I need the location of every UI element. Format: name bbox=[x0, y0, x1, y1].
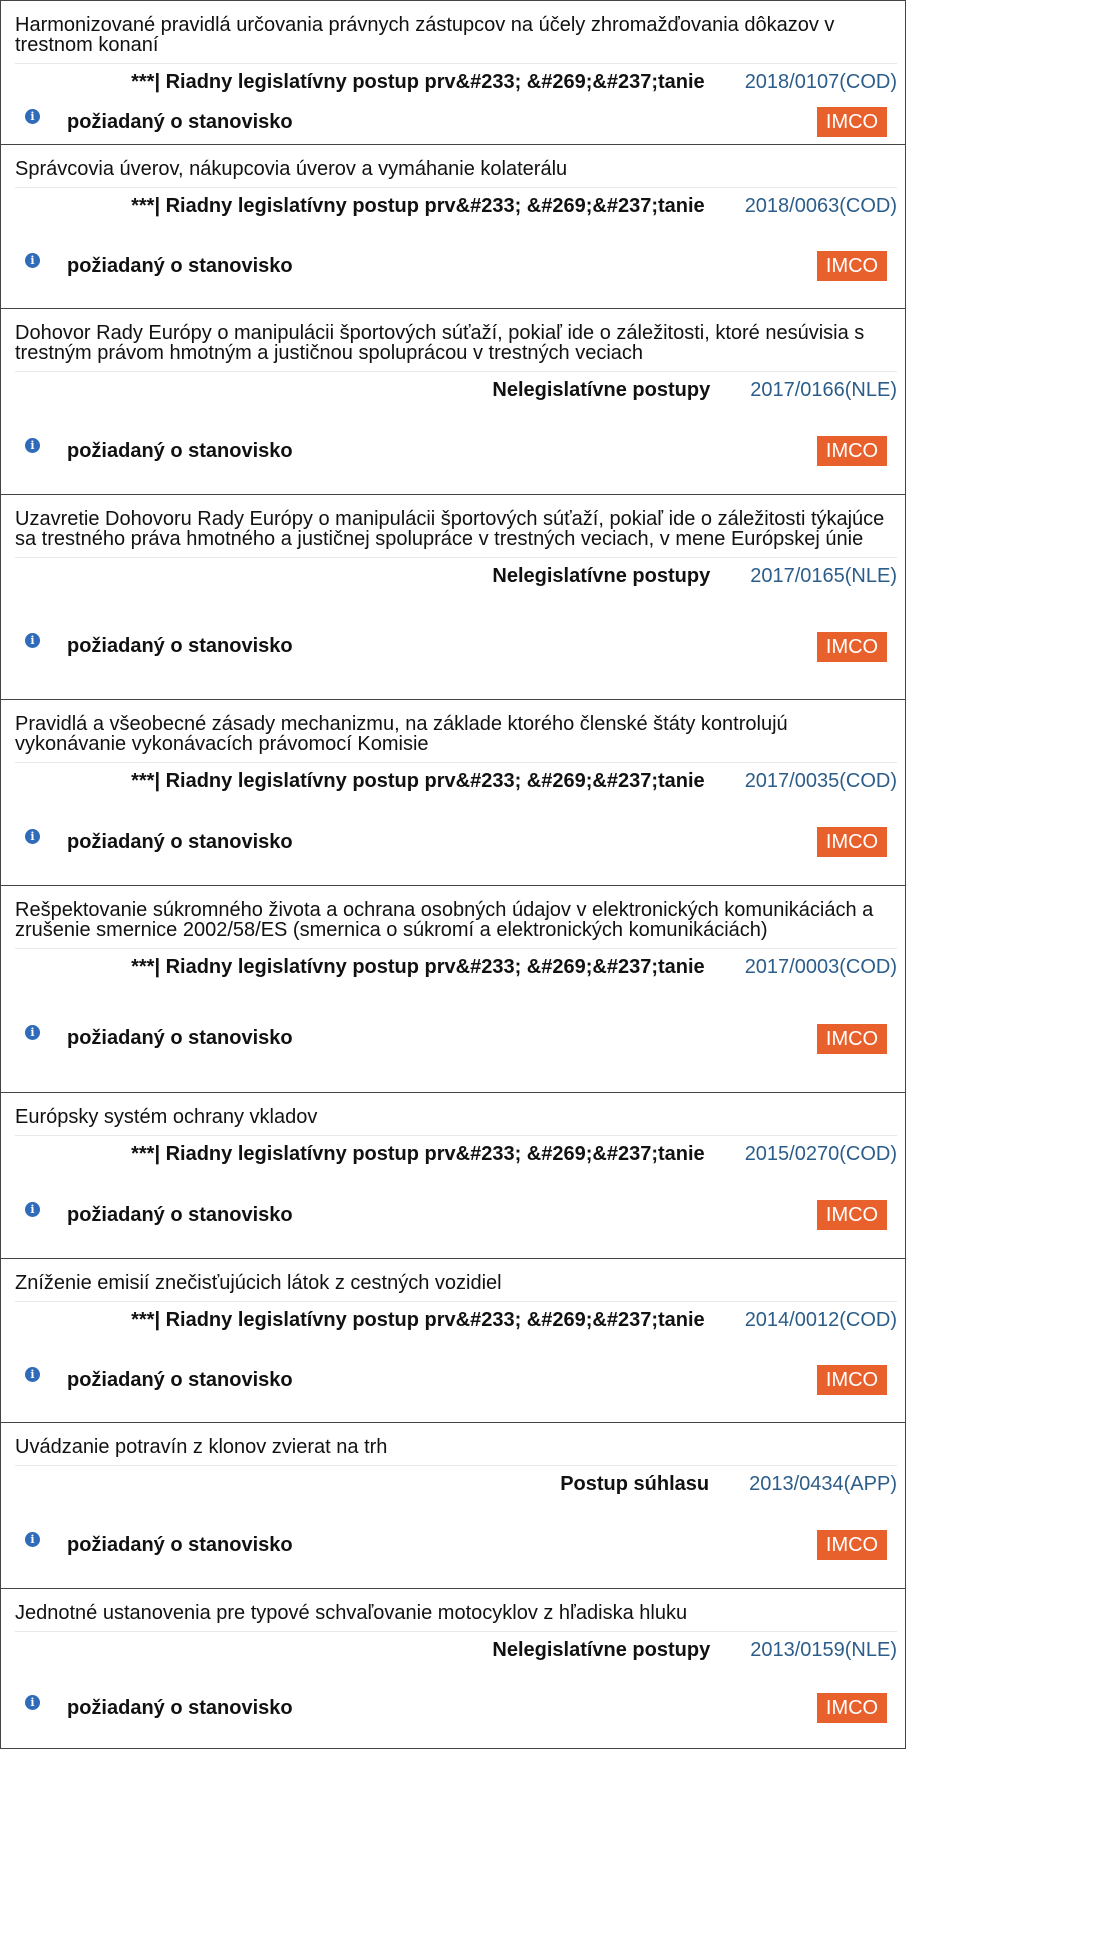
procedure-type: ***| Riadny legislatívny postup prv&#233; &#269;&#237;tanie bbox=[131, 194, 705, 217]
info-icon[interactable]: i bbox=[25, 1202, 40, 1217]
procedure-reference-link[interactable]: 2018/0107(COD) bbox=[744, 70, 897, 93]
procedure-card bbox=[0, 0, 906, 145]
info-icon[interactable]: i bbox=[25, 438, 40, 453]
opinion-status-label: požiadaný o stanovisko bbox=[67, 830, 293, 853]
info-icon[interactable]: i bbox=[25, 1695, 40, 1710]
procedure-type: Nelegislatívne postupy bbox=[492, 1638, 711, 1661]
procedure-reference-link[interactable]: 2015/0270(COD) bbox=[744, 1142, 897, 1165]
committee-badge[interactable]: IMCO bbox=[817, 632, 887, 662]
procedure-title: Správcovia úverov, nákupcovia úverov a vymáhanie kolaterálu bbox=[15, 158, 568, 180]
opinion-status-label: požiadaný o stanovisko bbox=[67, 1533, 293, 1556]
committee-badge[interactable]: IMCO bbox=[817, 1024, 887, 1054]
opinion-status-label: požiadaný o stanovisko bbox=[67, 254, 293, 277]
info-icon[interactable]: i bbox=[25, 829, 40, 844]
opinion-status bbox=[25, 111, 293, 134]
procedure-card bbox=[0, 1093, 906, 1259]
procedure-reference-link[interactable]: 2018/0063(COD) bbox=[744, 194, 897, 217]
opinion-row bbox=[1, 1668, 905, 1748]
procedure-meta bbox=[15, 1465, 897, 1502]
opinion-status bbox=[25, 831, 293, 854]
procedure-reference-link[interactable]: 2013/0434(APP) bbox=[749, 1472, 897, 1495]
committee-badge[interactable]: IMCO bbox=[817, 1200, 887, 1230]
opinion-status bbox=[25, 635, 293, 658]
procedure-title: Dohovor Rady Európy o manipulácii športových súťaží, pokiaľ ide o záležitosti, ktoré nesúvisia s trestným právom hmotným a justičnou spoluprácou v trestných veciach bbox=[15, 322, 865, 364]
procedure-type: ***| Riadny legislatívny postup prv&#233; &#269;&#237;tanie bbox=[131, 955, 705, 978]
procedure-title: Jednotné ustanovenia pre typové schvaľovanie motocyklov z hľadiska hluku bbox=[15, 1602, 688, 1624]
opinion-status-label: požiadaný o stanovisko bbox=[67, 1368, 293, 1391]
procedure-reference-link[interactable]: 2017/0166(NLE) bbox=[750, 378, 897, 401]
procedure-card bbox=[0, 309, 906, 495]
procedure-card bbox=[0, 145, 906, 309]
opinion-status-label: požiadaný o stanovisko bbox=[67, 110, 293, 133]
procedure-meta bbox=[15, 557, 897, 594]
opinion-status-label: požiadaný o stanovisko bbox=[67, 635, 293, 657]
procedure-meta bbox=[15, 371, 897, 408]
procedure-card bbox=[0, 886, 906, 1093]
procedure-reference-link[interactable]: 2014/0012(COD) bbox=[744, 1308, 897, 1331]
info-icon[interactable]: i bbox=[25, 633, 40, 648]
opinion-status bbox=[25, 255, 293, 278]
committee-badge[interactable]: IMCO bbox=[817, 436, 887, 466]
procedure-type: Nelegislatívne postupy bbox=[492, 564, 711, 587]
info-icon[interactable]: i bbox=[25, 109, 40, 124]
procedure-title: Harmonizované pravidlá určovania právnych zástupcov na účely zhromažďovania dôkazov v trestnom konaní bbox=[15, 14, 835, 56]
procedure-type: ***| Riadny legislatívny postup prv&#233; &#269;&#237;tanie bbox=[131, 70, 705, 93]
opinion-status bbox=[25, 1027, 293, 1050]
procedure-meta bbox=[15, 1135, 897, 1172]
procedure-reference-link[interactable]: 2017/0003(COD) bbox=[744, 955, 897, 978]
procedure-reference-link[interactable]: 2017/0165(NLE) bbox=[750, 564, 897, 587]
procedure-card bbox=[0, 1259, 906, 1423]
opinion-status bbox=[25, 1697, 293, 1720]
procedure-title: Rešpektovanie súkromného života a ochrana osobných údajov v elektronických komunikáciách a zrušenie smernice 2002/58/ES (smernica o súkromí a elektronických komunikáciách) bbox=[15, 899, 874, 941]
info-icon[interactable]: i bbox=[25, 1025, 40, 1040]
procedure-type: ***| Riadny legislatívny postup prv&#233; &#269;&#237;tanie bbox=[131, 1308, 705, 1331]
procedure-meta bbox=[15, 187, 897, 224]
opinion-status bbox=[25, 440, 293, 463]
procedure-title: Uvádzanie potravín z klonov zvierat na trh bbox=[15, 1436, 388, 1458]
procedure-title: Zníženie emisií znečisťujúcich látok z cestných vozidiel bbox=[15, 1272, 502, 1294]
opinion-status-label: požiadaný o stanovisko bbox=[67, 1027, 293, 1049]
committee-badge[interactable]: IMCO bbox=[817, 251, 887, 281]
opinion-row bbox=[1, 224, 905, 308]
committee-badge[interactable]: IMCO bbox=[817, 1693, 887, 1723]
procedure-meta bbox=[15, 762, 897, 799]
opinion-row bbox=[1, 985, 905, 1092]
procedure-meta bbox=[15, 1301, 897, 1338]
committee-badge[interactable]: IMCO bbox=[817, 1365, 887, 1395]
procedure-meta bbox=[15, 1631, 897, 1668]
procedure-card bbox=[0, 700, 906, 886]
opinion-status bbox=[25, 1204, 293, 1227]
opinion-status-label: požiadaný o stanovisko bbox=[67, 439, 293, 462]
procedure-type: ***| Riadny legislatívny postup prv&#233; &#269;&#237;tanie bbox=[131, 769, 705, 792]
opinion-status bbox=[25, 1534, 293, 1557]
opinion-status-label: požiadaný o stanovisko bbox=[67, 1696, 293, 1719]
procedure-card bbox=[0, 1423, 906, 1589]
committee-badge[interactable]: IMCO bbox=[817, 1530, 887, 1560]
opinion-row bbox=[1, 799, 905, 885]
info-icon[interactable]: i bbox=[25, 1367, 40, 1382]
opinion-row bbox=[1, 594, 905, 699]
procedure-card bbox=[0, 1589, 906, 1749]
procedure-title: Európsky systém ochrany vkladov bbox=[15, 1106, 318, 1128]
opinion-row bbox=[1, 1338, 905, 1422]
opinion-row bbox=[1, 1172, 905, 1258]
procedure-reference-link[interactable]: 2017/0035(COD) bbox=[744, 769, 897, 792]
committee-badge[interactable]: IMCO bbox=[817, 827, 887, 857]
procedure-type: Postup súhlasu bbox=[560, 1472, 710, 1495]
procedure-title: Uzavretie Dohovoru Rady Európy o manipulácii športových súťaží, pokiaľ ide o záležitosti týkajúce sa trestného práva hmotného a justičnej spolupráce v trestných veciach, v mene Európskej únie bbox=[15, 508, 885, 550]
opinion-row bbox=[1, 408, 905, 494]
opinion-row bbox=[1, 100, 905, 144]
info-icon[interactable]: i bbox=[25, 253, 40, 268]
opinion-status-label: požiadaný o stanovisko bbox=[67, 1203, 293, 1226]
procedure-card bbox=[0, 495, 906, 700]
info-icon[interactable]: i bbox=[25, 1532, 40, 1547]
opinion-status bbox=[25, 1369, 293, 1392]
opinion-row bbox=[1, 1502, 905, 1588]
procedure-type: ***| Riadny legislatívny postup prv&#233; &#269;&#237;tanie bbox=[131, 1142, 705, 1165]
procedure-type: Nelegislatívne postupy bbox=[492, 378, 711, 401]
procedure-meta bbox=[15, 948, 897, 985]
procedure-meta bbox=[15, 63, 897, 100]
committee-badge[interactable]: IMCO bbox=[817, 107, 887, 137]
procedure-reference-link[interactable]: 2013/0159(NLE) bbox=[750, 1638, 897, 1661]
procedure-title: Pravidlá a všeobecné zásady mechanizmu, na základe ktorého členské štáty kontrolujú vykonávanie vykonávacích právomocí Komisie bbox=[15, 713, 788, 755]
